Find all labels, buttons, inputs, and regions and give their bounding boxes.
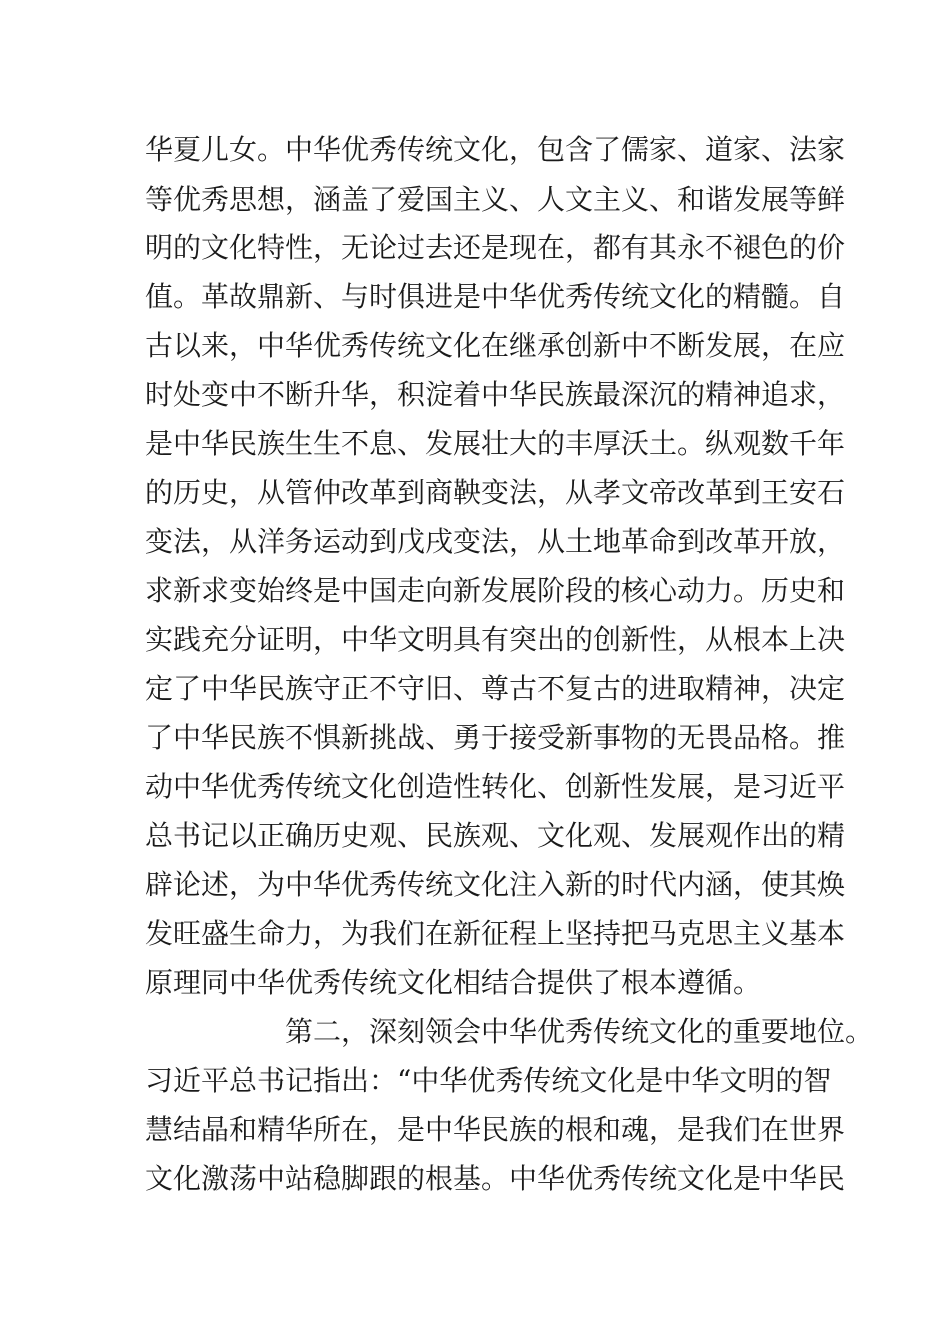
text-line: 原理同中华优秀传统文化相结合提供了根本遵循。: [145, 966, 762, 999]
section-heading: 第二，深刻领会中华优秀传统文化的重要地位。: [285, 1015, 874, 1048]
text-line: 了中华民族不惧新挑战、勇于接受新事物的无畏品格。推: [145, 721, 846, 754]
text-line: 动中华优秀传统文化创造性转化、创新性发展，是习近平: [145, 770, 846, 803]
text-line: 辟论述，为中华优秀传统文化注入新的时代内涵，使其焕: [145, 868, 846, 901]
text-line: 时处变中不断升华，积淀着中华民族最深沉的精神追求，: [145, 378, 846, 411]
text-line: 的历史，从管仲改革到商鞅变法，从孝文帝改革到王安石: [145, 476, 846, 509]
text-line: 华夏儿女。中华优秀传统文化，包含了儒家、道家、法家: [145, 133, 846, 166]
text-line: 求新求变始终是中国走向新发展阶段的核心动力。历史和: [145, 574, 846, 607]
text-line: 实践充分证明，中华文明具有突出的创新性，从根本上决: [145, 623, 846, 656]
text-line: 发旺盛生命力，为我们在新征程上坚持把马克思主义基本: [145, 917, 846, 950]
text-line: 慧结晶和精华所在，是中华民族的根和魂，是我们在世界: [145, 1113, 846, 1146]
text-line: 是中华民族生生不息、发展壮大的丰厚沃土。纵观数千年: [145, 427, 846, 460]
text-line: 值。革故鼎新、与时俱进是中华优秀传统文化的精髓。自: [145, 280, 846, 313]
text-line: 等优秀思想，涵盖了爱国主义、人文主义、和谐发展等鲜: [145, 183, 846, 216]
text-line: 明的文化特性，无论过去还是现在，都有其永不褪色的价: [145, 231, 846, 264]
text-line: 总书记以正确历史观、民族观、文化观、发展观作出的精: [145, 819, 846, 852]
text-line: 定了中华民族守正不守旧、尊古不复古的进取精神，决定: [145, 672, 846, 705]
text-line: 习近平总书记指出：“中华优秀传统文化是中华文明的智: [145, 1064, 832, 1097]
text-line: 古以来，中华优秀传统文化在继承创新中不断发展，在应: [145, 329, 846, 362]
text-line: 文化激荡中站稳脚跟的根基。中华优秀传统文化是中华民: [145, 1162, 846, 1195]
text-line: 变法，从洋务运动到戊戌变法，从土地革命到改革开放，: [145, 525, 846, 558]
